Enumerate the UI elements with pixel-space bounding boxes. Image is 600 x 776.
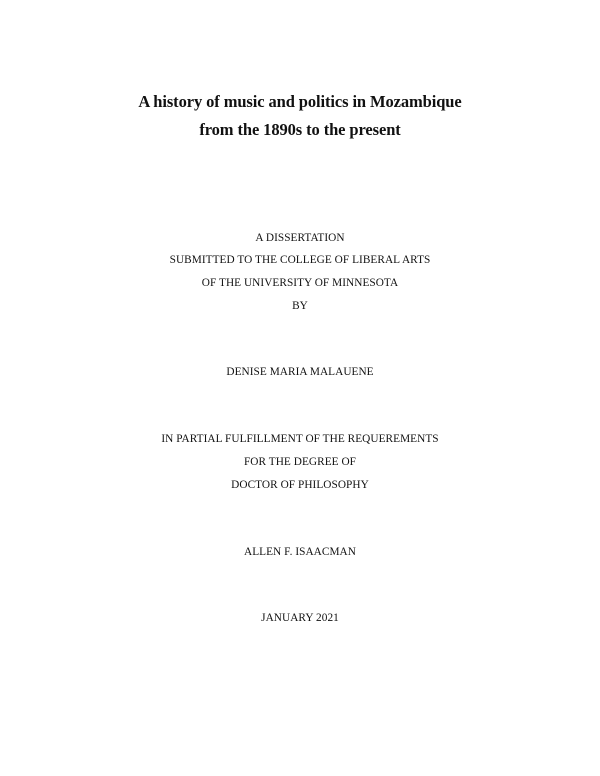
dissertation-label: A DISSERTATION — [255, 232, 345, 244]
title-line-2: from the 1890s to the present — [199, 120, 401, 139]
advisor-name: ALLEN F. ISAACMAN — [244, 546, 356, 558]
by-line: BY — [292, 300, 308, 312]
fulfillment-line-1: IN PARTIAL FULFILLMENT OF THE REQUEREMENTS — [161, 433, 439, 445]
submission-date: JANUARY 2021 — [261, 612, 339, 624]
title-line-1: A history of music and politics in Mozambique — [138, 92, 462, 111]
author-name: DENISE MARIA MALAUENE — [226, 366, 374, 378]
university-line: OF THE UNIVERSITY OF MINNESOTA — [201, 277, 399, 289]
fulfillment-line-2: FOR THE DEGREE OF — [243, 456, 357, 468]
submitted-to-line: SUBMITTED TO THE COLLEGE OF LIBERAL ARTS — [169, 254, 431, 266]
degree-line: DOCTOR OF PHILOSOPHY — [231, 479, 369, 491]
